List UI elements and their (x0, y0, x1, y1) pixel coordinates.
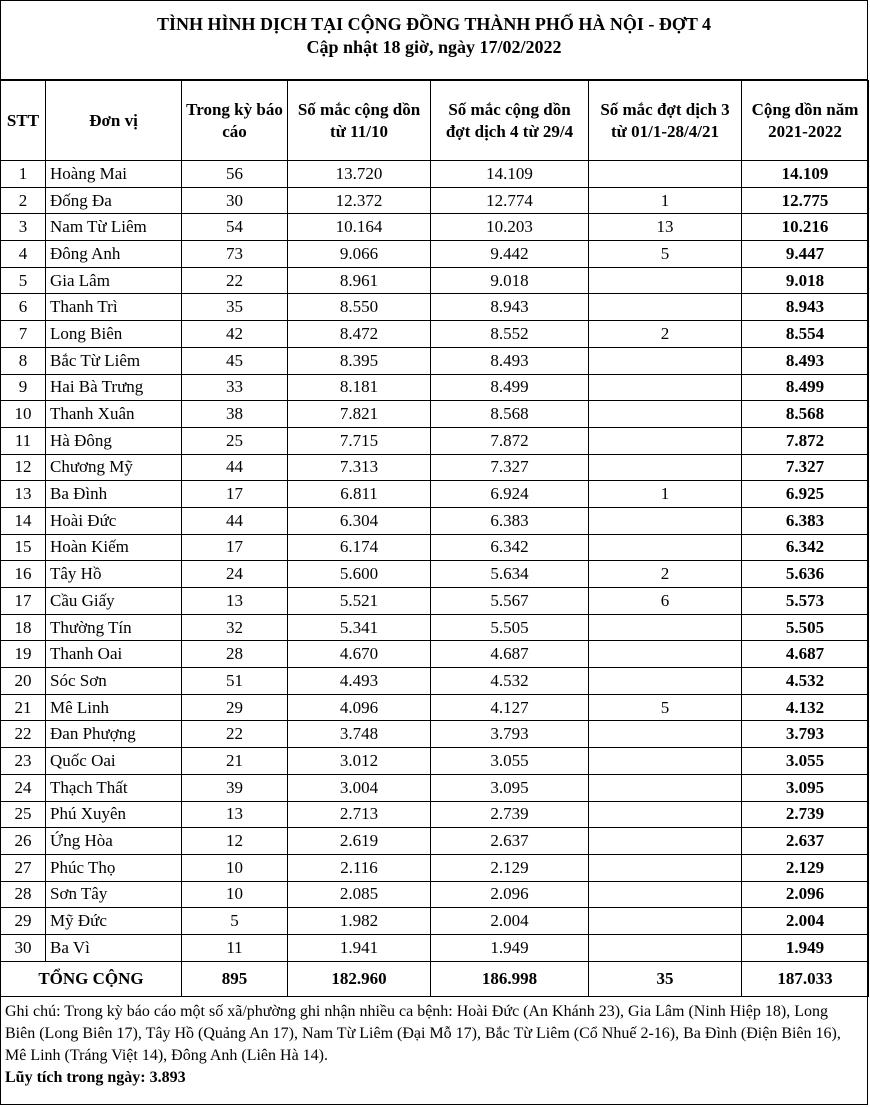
cases-table (0, 80, 869, 997)
cell-wave4-cumulative: 3.095 (431, 774, 589, 801)
cell-wave3: 13 (589, 214, 742, 241)
cell-wave3 (589, 748, 742, 775)
cell-period: 30 (182, 187, 288, 214)
table-row (1, 241, 869, 268)
cell-total-2021-2022: 3.793 (742, 721, 869, 748)
table-row (1, 881, 869, 908)
cell-wave3 (589, 614, 742, 641)
cell-stt: 1 (1, 161, 46, 188)
table-row (1, 908, 869, 935)
cell-period: 44 (182, 507, 288, 534)
cell-cumulative-since-1110: 2.619 (288, 828, 431, 855)
cell-stt: 4 (1, 241, 46, 268)
cell-total-2021-2022: 4.132 (742, 694, 869, 721)
table-row (1, 347, 869, 374)
cell-wave3 (589, 854, 742, 881)
cell-total-2021-2022: 8.499 (742, 374, 869, 401)
cell-period: 5 (182, 908, 288, 935)
cell-total-2021-2022: 7.327 (742, 454, 869, 481)
table-row (1, 454, 869, 481)
cell-total-2021-2022: 8.943 (742, 294, 869, 321)
table-row (1, 267, 869, 294)
cell-wave3 (589, 934, 742, 961)
cell-wave4-cumulative: 4.127 (431, 694, 589, 721)
column-header-unit: Đơn vị (46, 81, 182, 161)
cell-wave3 (589, 641, 742, 668)
cell-period: 38 (182, 401, 288, 428)
cell-stt: 25 (1, 801, 46, 828)
cell-wave4-cumulative: 9.018 (431, 267, 589, 294)
cell-unit: Tây Hồ (46, 561, 182, 588)
table-row (1, 614, 869, 641)
cell-wave4-cumulative: 10.203 (431, 214, 589, 241)
table-row (1, 534, 869, 561)
cell-unit: Cầu Giấy (46, 588, 182, 615)
cell-unit: Phúc Thọ (46, 854, 182, 881)
table-row (1, 321, 869, 348)
cell-unit: Chương Mỹ (46, 454, 182, 481)
cell-unit: Đống Đa (46, 187, 182, 214)
cell-wave4-cumulative: 4.532 (431, 668, 589, 695)
table-row (1, 294, 869, 321)
cell-cumulative-since-1110: 2.085 (288, 881, 431, 908)
cell-wave3 (589, 828, 742, 855)
cell-unit: Sóc Sơn (46, 668, 182, 695)
table-row (1, 374, 869, 401)
cell-cumulative-since-1110: 7.313 (288, 454, 431, 481)
cell-wave4-cumulative: 7.872 (431, 427, 589, 454)
cell-wave4-cumulative: 9.442 (431, 241, 589, 268)
cell-wave3 (589, 401, 742, 428)
daily-cumulative-summary: Lũy tích trong ngày: 3.893 (5, 1068, 186, 1086)
cell-period: 10 (182, 881, 288, 908)
cell-total-2021-2022: 8.554 (742, 321, 869, 348)
cell-wave4-cumulative: 2.637 (431, 828, 589, 855)
cell-cumulative-since-1110: 2.116 (288, 854, 431, 881)
cell-unit: Sơn Tây (46, 881, 182, 908)
cell-period: 32 (182, 614, 288, 641)
column-header-stt: STT (1, 81, 46, 161)
table-row (1, 721, 869, 748)
cell-period: 13 (182, 801, 288, 828)
cell-stt: 8 (1, 347, 46, 374)
cell-wave4-cumulative: 2.739 (431, 801, 589, 828)
cell-stt: 2 (1, 187, 46, 214)
cell-period: 17 (182, 534, 288, 561)
cell-cumulative-since-1110: 6.811 (288, 481, 431, 508)
cell-period: 29 (182, 694, 288, 721)
cell-stt: 27 (1, 854, 46, 881)
cell-unit: Thường Tín (46, 614, 182, 641)
cell-cumulative-since-1110: 1.982 (288, 908, 431, 935)
cell-unit: Đan Phượng (46, 721, 182, 748)
cell-total-2021-2022: 3.095 (742, 774, 869, 801)
cell-cumulative-since-1110: 8.472 (288, 321, 431, 348)
cell-stt: 16 (1, 561, 46, 588)
cell-wave3 (589, 427, 742, 454)
cell-unit: Hai Bà Trưng (46, 374, 182, 401)
cell-cumulative-since-1110: 3.748 (288, 721, 431, 748)
cell-period: 22 (182, 721, 288, 748)
cell-wave3: 1 (589, 187, 742, 214)
cell-period: 10 (182, 854, 288, 881)
cell-unit: Ba Đình (46, 481, 182, 508)
cell-total-2021-2022: 6.925 (742, 481, 869, 508)
cell-period: 17 (182, 481, 288, 508)
cell-total-2021-2022: 2.637 (742, 828, 869, 855)
cell-wave3 (589, 161, 742, 188)
table-row (1, 774, 869, 801)
cell-cumulative-since-1110: 1.941 (288, 934, 431, 961)
cell-cumulative-since-1110: 8.395 (288, 347, 431, 374)
cell-wave4-cumulative: 4.687 (431, 641, 589, 668)
cell-cumulative-since-1110: 7.821 (288, 401, 431, 428)
cell-cumulative-since-1110: 3.012 (288, 748, 431, 775)
table-row (1, 641, 869, 668)
footer-note: Ghi chú: Trong kỳ báo cáo một số xã/phường ghi nhận nhiều ca bệnh: Hoài Đức (An Khánh 23), Gia Lâm (Ninh Hiệp 18), Long Biên (Long Biên 17), Tây Hồ (Quảng An 17), Nam Từ Liêm (Đại Mỗ 17), Bắc Từ Liêm (Cổ Nhuế 2-16), Ba Đình (Điện Biên 16), Mê Linh (Tráng Việt 14), Đông Anh (Liên Hà 14). (5, 1002, 841, 1064)
cell-period: 54 (182, 214, 288, 241)
cell-stt: 12 (1, 454, 46, 481)
cell-wave4-cumulative: 7.327 (431, 454, 589, 481)
cell-total-2021-2022: 4.532 (742, 668, 869, 695)
cell-unit: Thanh Xuân (46, 401, 182, 428)
cell-unit: Long Biên (46, 321, 182, 348)
cell-cumulative-since-1110: 5.600 (288, 561, 431, 588)
cell-stt: 17 (1, 588, 46, 615)
cell-wave3: 6 (589, 588, 742, 615)
cell-unit: Phú Xuyên (46, 801, 182, 828)
cell-unit: Bắc Từ Liêm (46, 347, 182, 374)
cell-wave4-cumulative: 8.943 (431, 294, 589, 321)
cell-stt: 26 (1, 828, 46, 855)
cell-wave3 (589, 294, 742, 321)
table-row (1, 507, 869, 534)
cell-total-2021-2022: 4.687 (742, 641, 869, 668)
cell-period: 13 (182, 588, 288, 615)
cell-total-2021-2022: 6.342 (742, 534, 869, 561)
cell-total-2021-2022: 9.018 (742, 267, 869, 294)
cell-cumulative-since-1110: 6.174 (288, 534, 431, 561)
column-header-cumulative-since-1110: Số mắc cộng dồn từ 11/10 (288, 81, 431, 161)
cell-wave3 (589, 774, 742, 801)
cell-cumulative-since-1110: 4.096 (288, 694, 431, 721)
cell-wave3: 1 (589, 481, 742, 508)
table-row (1, 481, 869, 508)
cell-cumulative-since-1110: 8.181 (288, 374, 431, 401)
cell-stt: 5 (1, 267, 46, 294)
cell-stt: 3 (1, 214, 46, 241)
cell-cumulative-since-1110: 2.713 (288, 801, 431, 828)
table-row (1, 588, 869, 615)
cell-stt: 11 (1, 427, 46, 454)
cell-cumulative-since-1110: 13.720 (288, 161, 431, 188)
table-row (1, 187, 869, 214)
cell-wave4-cumulative: 2.096 (431, 881, 589, 908)
cell-wave4-cumulative: 1.949 (431, 934, 589, 961)
table-row (1, 854, 869, 881)
cell-unit: Hà Đông (46, 427, 182, 454)
cell-stt: 29 (1, 908, 46, 935)
cell-wave4-cumulative: 5.567 (431, 588, 589, 615)
cell-stt: 14 (1, 507, 46, 534)
cell-wave4-cumulative: 5.634 (431, 561, 589, 588)
cell-cumulative-since-1110: 4.493 (288, 668, 431, 695)
cell-total-2021-2022: 2.004 (742, 908, 869, 935)
cell-total-2021-2022: 1.949 (742, 934, 869, 961)
cell-total-2021-2022: 12.775 (742, 187, 869, 214)
cell-unit: Thanh Trì (46, 294, 182, 321)
cell-wave3 (589, 881, 742, 908)
cell-unit: Nam Từ Liêm (46, 214, 182, 241)
report-subtitle: Cập nhật 18 giờ, ngày 17/02/2022 (306, 37, 562, 57)
cell-period: 25 (182, 427, 288, 454)
table-row (1, 668, 869, 695)
cell-unit: Ứng Hòa (46, 828, 182, 855)
table-row (1, 934, 869, 961)
cell-wave4-cumulative: 2.129 (431, 854, 589, 881)
total-period: 895 (182, 961, 288, 996)
cell-wave3 (589, 534, 742, 561)
cell-unit: Gia Lâm (46, 267, 182, 294)
cell-stt: 24 (1, 774, 46, 801)
column-header-wave3: Số mắc đợt dịch 3 từ 01/1-28/4/21 (589, 81, 742, 161)
cell-period: 11 (182, 934, 288, 961)
cell-total-2021-2022: 8.568 (742, 401, 869, 428)
total-label: TỔNG CỘNG (1, 961, 182, 996)
cell-period: 45 (182, 347, 288, 374)
cell-stt: 20 (1, 668, 46, 695)
cell-total-2021-2022: 2.739 (742, 801, 869, 828)
cell-period: 42 (182, 321, 288, 348)
cell-total-2021-2022: 6.383 (742, 507, 869, 534)
table-row (1, 161, 869, 188)
cell-wave3 (589, 267, 742, 294)
cell-cumulative-since-1110: 8.961 (288, 267, 431, 294)
table-header-row (1, 81, 869, 161)
cell-period: 35 (182, 294, 288, 321)
cell-period: 51 (182, 668, 288, 695)
cell-stt: 23 (1, 748, 46, 775)
table-row (1, 748, 869, 775)
cell-wave3 (589, 454, 742, 481)
cell-total-2021-2022: 5.505 (742, 614, 869, 641)
cell-total-2021-2022: 2.096 (742, 881, 869, 908)
cell-stt: 22 (1, 721, 46, 748)
cell-period: 56 (182, 161, 288, 188)
cell-unit: Mê Linh (46, 694, 182, 721)
cell-period: 21 (182, 748, 288, 775)
cell-wave3: 2 (589, 561, 742, 588)
cell-unit: Quốc Oai (46, 748, 182, 775)
cell-total-2021-2022: 7.872 (742, 427, 869, 454)
cell-wave3 (589, 908, 742, 935)
cell-stt: 19 (1, 641, 46, 668)
cell-wave4-cumulative: 6.924 (431, 481, 589, 508)
total-wave4-cumulative: 186.998 (431, 961, 589, 996)
cell-total-2021-2022: 2.129 (742, 854, 869, 881)
total-cumulative-since-1110: 182.960 (288, 961, 431, 996)
cell-stt: 10 (1, 401, 46, 428)
cell-period: 73 (182, 241, 288, 268)
total-2021-2022: 187.033 (742, 961, 869, 996)
table-row (1, 561, 869, 588)
cell-unit: Mỹ Đức (46, 908, 182, 935)
report-header (1, 1, 867, 80)
cell-cumulative-since-1110: 12.372 (288, 187, 431, 214)
table-row (1, 214, 869, 241)
cell-cumulative-since-1110: 6.304 (288, 507, 431, 534)
cell-wave4-cumulative: 14.109 (431, 161, 589, 188)
cell-wave4-cumulative: 2.004 (431, 908, 589, 935)
cell-period: 39 (182, 774, 288, 801)
cell-total-2021-2022: 5.636 (742, 561, 869, 588)
cell-total-2021-2022: 9.447 (742, 241, 869, 268)
cell-stt: 21 (1, 694, 46, 721)
cell-wave4-cumulative: 3.793 (431, 721, 589, 748)
cell-stt: 9 (1, 374, 46, 401)
cell-wave3 (589, 801, 742, 828)
table-row (1, 828, 869, 855)
cell-stt: 7 (1, 321, 46, 348)
cell-total-2021-2022: 14.109 (742, 161, 869, 188)
cell-total-2021-2022: 3.055 (742, 748, 869, 775)
cell-wave4-cumulative: 8.552 (431, 321, 589, 348)
cell-period: 33 (182, 374, 288, 401)
table-row (1, 801, 869, 828)
total-row (1, 961, 869, 996)
cell-wave4-cumulative: 12.774 (431, 187, 589, 214)
cell-period: 28 (182, 641, 288, 668)
cell-unit: Hoàng Mai (46, 161, 182, 188)
cell-cumulative-since-1110: 5.341 (288, 614, 431, 641)
cell-cumulative-since-1110: 8.550 (288, 294, 431, 321)
cell-stt: 30 (1, 934, 46, 961)
cell-wave3: 5 (589, 241, 742, 268)
cell-wave4-cumulative: 6.342 (431, 534, 589, 561)
cell-wave3: 5 (589, 694, 742, 721)
table-body (1, 161, 869, 962)
table-row (1, 427, 869, 454)
cell-stt: 28 (1, 881, 46, 908)
table-row (1, 401, 869, 428)
column-header-total-2021-2022: Cộng dồn năm 2021-2022 (742, 81, 869, 161)
cell-stt: 18 (1, 614, 46, 641)
cell-total-2021-2022: 8.493 (742, 347, 869, 374)
cell-wave4-cumulative: 8.499 (431, 374, 589, 401)
cell-cumulative-since-1110: 7.715 (288, 427, 431, 454)
column-header-wave4-cumulative: Số mắc cộng dồn đợt dịch 4 từ 29/4 (431, 81, 589, 161)
cell-stt: 13 (1, 481, 46, 508)
column-header-period: Trong kỳ báo cáo (182, 81, 288, 161)
cell-wave4-cumulative: 5.505 (431, 614, 589, 641)
cell-cumulative-since-1110: 9.066 (288, 241, 431, 268)
cell-wave4-cumulative: 8.493 (431, 347, 589, 374)
cell-period: 12 (182, 828, 288, 855)
cell-wave4-cumulative: 3.055 (431, 748, 589, 775)
cell-wave4-cumulative: 8.568 (431, 401, 589, 428)
cell-wave3: 2 (589, 321, 742, 348)
cell-wave3 (589, 668, 742, 695)
cell-period: 44 (182, 454, 288, 481)
cell-wave3 (589, 507, 742, 534)
cell-period: 24 (182, 561, 288, 588)
cell-cumulative-since-1110: 10.164 (288, 214, 431, 241)
total-wave3: 35 (589, 961, 742, 996)
table-row (1, 694, 869, 721)
cell-unit: Ba Vì (46, 934, 182, 961)
cell-unit: Hoài Đức (46, 507, 182, 534)
cell-cumulative-since-1110: 4.670 (288, 641, 431, 668)
cell-cumulative-since-1110: 3.004 (288, 774, 431, 801)
cell-unit: Thạch Thất (46, 774, 182, 801)
cell-unit: Đông Anh (46, 241, 182, 268)
cell-period: 22 (182, 267, 288, 294)
cell-wave3 (589, 374, 742, 401)
cell-wave3 (589, 721, 742, 748)
cell-total-2021-2022: 10.216 (742, 214, 869, 241)
cell-total-2021-2022: 5.573 (742, 588, 869, 615)
cell-wave3 (589, 347, 742, 374)
cell-stt: 6 (1, 294, 46, 321)
cell-unit: Thanh Oai (46, 641, 182, 668)
cell-stt: 15 (1, 534, 46, 561)
cell-unit: Hoàn Kiếm (46, 534, 182, 561)
cell-cumulative-since-1110: 5.521 (288, 588, 431, 615)
report-title: TÌNH HÌNH DỊCH TẠI CỘNG ĐỒNG THÀNH PHỐ HÀ NỘI - ĐỢT 4 (156, 14, 712, 34)
cell-wave4-cumulative: 6.383 (431, 507, 589, 534)
footer-notes (1, 997, 867, 1089)
